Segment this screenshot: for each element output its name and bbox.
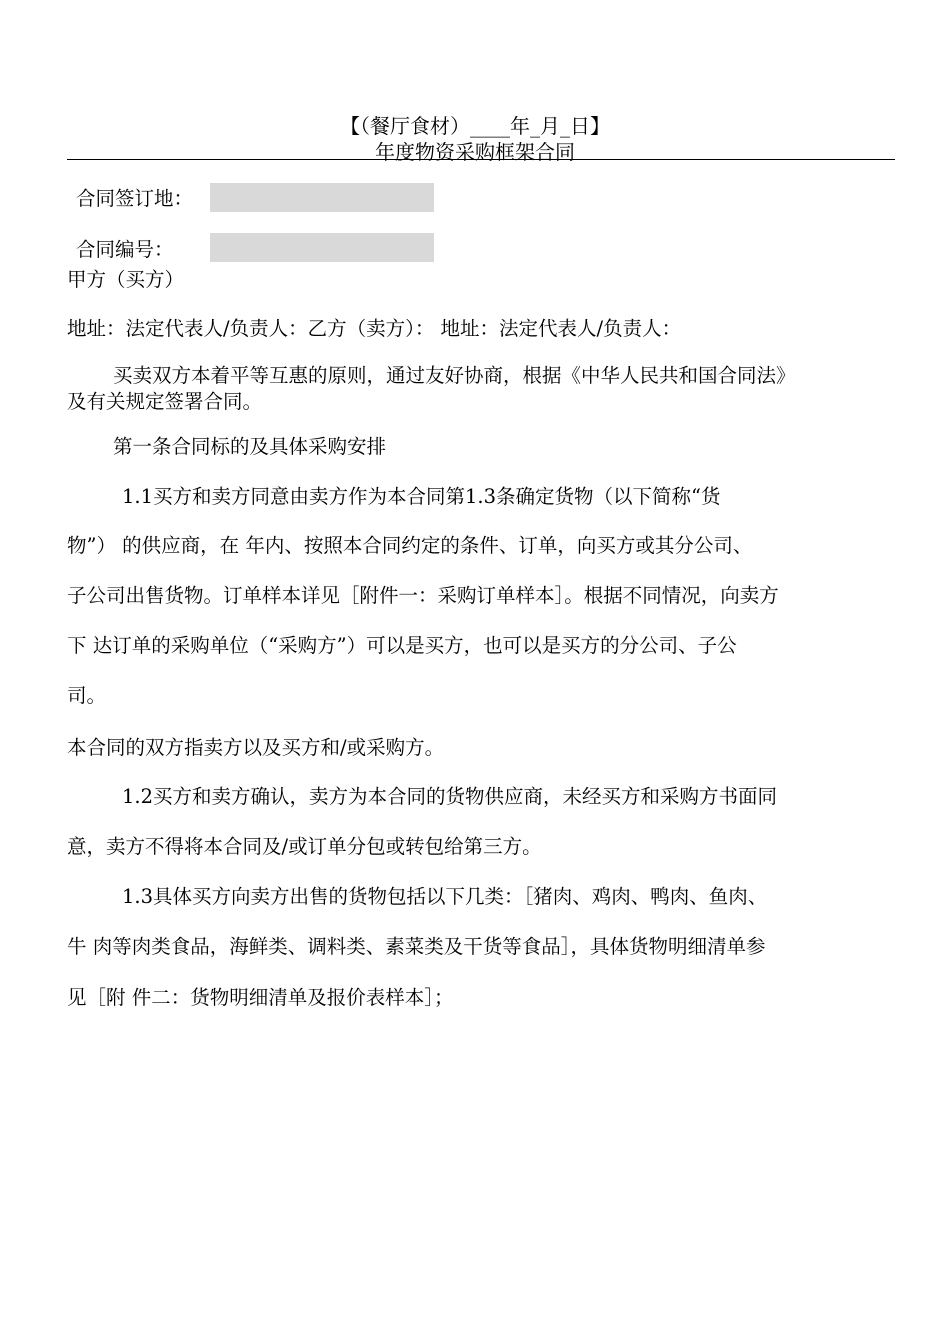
clause-1-3-line1: 1.3具体买方向卖方出售的货物包括以下几类：［猪肉、鸡肉、鸭肉、鱼肉、 [122,885,768,908]
intro-paragraph-line1: 买卖双方本着平等互惠的原则，通过友好协商，根据《中华人民共和国合同法》 [113,364,796,387]
sign-place-label: 合同签订地： [76,187,194,210]
document-title-line2: 年度物资采购框架合同 [375,140,575,164]
buyer-party-label: 甲方（买方） [67,268,185,291]
clause-1-2-line1: 1.2买方和卖方确认，卖方为本合同的货物供应商，未经买方和采购方书面同 [122,785,778,808]
clause-1-1-line2: 物”） 的供应商，在 年内、按照本合同约定的条件、订单，向买方或其分公司、 [67,534,753,557]
clause-1-1-line4: 下 达订单的采购单位（“采购方”）可以是买方，也可以是买方的分公司、子公 [67,634,737,657]
article1-heading: 第一条合同标的及具体采购安排 [113,435,387,458]
parties-definition: 本合同的双方指卖方以及买方和/或采购方。 [67,736,445,759]
clause-1-2-line2: 意，卖方不得将本合同及/或订单分包或转包给第三方。 [67,835,542,858]
document-title-line1: 【（餐厅食材）____年_月_日】 [340,114,610,138]
contract-no-label: 合同编号： [76,238,174,261]
intro-paragraph-line2: 及有关规定签署合同。 [67,390,263,413]
contract-no-field [210,233,434,262]
clause-1-1-line1: 1.1买方和卖方同意由卖方作为本合同第1.3条确定货物（以下简称“货 [122,485,721,508]
clause-1-3-line2: 牛 肉等肉类食品，海鲜类、调料类、素菜类及干货等食品］，具体货物明细清单参 [67,935,766,958]
sign-place-field [210,183,434,212]
clause-1-1-line3: 子公司出售货物。订单样本详见［附件一：采购订单样本］。根据不同情况，向卖方 [67,584,779,607]
title-underline [67,159,895,160]
clause-1-1-line5: 司。 [67,684,107,707]
party-info-line: 地址：法定代表人/负责人：乙方（卖方）： 地址：法定代表人/负责人： [67,317,682,340]
clause-1-3-line3: 见［附 件二：货物明细清单及报价表样本］； [67,986,454,1009]
